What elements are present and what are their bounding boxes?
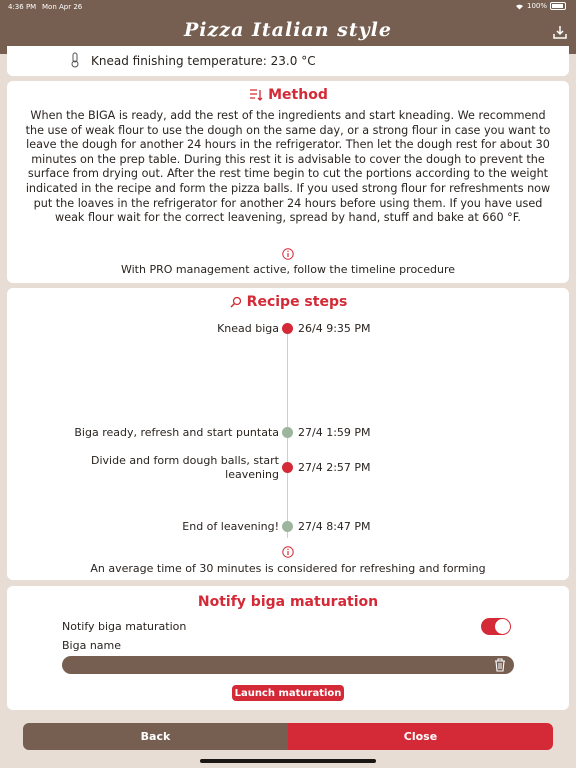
knead-temperature: Knead finishing temperature: 23.0 °C: [91, 54, 316, 68]
launch-maturation-button[interactable]: Launch maturation: [232, 685, 344, 701]
page-title: Pizza Italian style: [184, 19, 392, 41]
temperature-card: [7, 46, 569, 76]
status-date: Mon Apr 26: [42, 3, 83, 11]
battery-percent: 100%: [526, 2, 547, 10]
method-title: Method: [268, 87, 328, 103]
biga-name-label: Biga name: [62, 639, 122, 652]
thermometer-icon: [69, 52, 81, 68]
info-icon[interactable]: [282, 248, 294, 260]
step-label: Biga ready, refresh and start puntata: [74, 426, 279, 439]
notify-card: [7, 586, 569, 710]
method-card: [7, 81, 569, 283]
method-text: When the BIGA is ready, add the rest of the ingredients and start kneading. We recommend the use of weak flour to use the dough on the same day, or a strong flour in case you want to leave the dough for another 24 hours in the refrigerator. Then let the dough rest for about 30 minutes on the prep table. During this rest it is advisable to cover the dough to prevent the surface from drying out. After the rest time begin to cut the portions according to the weight indicated in the recipe and form the pizza balls. If you used strong flour for refreshments now put the loaves in the refrigerator for another 24 hours before using them. If you have used weak flour wait for the correct leavening, spread by hand, stuff and bake at 660 °F.: [25, 109, 551, 225]
notify-toggle[interactable]: [481, 618, 511, 635]
battery-icon: [550, 2, 566, 10]
home-indicator: [200, 759, 376, 763]
toggle-knob: [495, 619, 510, 634]
steps-title: Recipe steps: [246, 294, 348, 310]
step-time: 27/4 1:59 PM: [298, 426, 371, 439]
step-dot: [282, 521, 293, 532]
step-label: Knead biga: [217, 322, 279, 335]
back-button[interactable]: Back: [23, 723, 288, 750]
step-time: 27/4 8:47 PM: [298, 520, 371, 533]
step-time: 27/4 2:57 PM: [298, 461, 371, 474]
step-dot: [282, 462, 293, 473]
close-button[interactable]: Close: [288, 723, 553, 750]
trash-icon[interactable]: [493, 657, 507, 673]
status-bar: [0, 0, 576, 14]
recipe-steps-card: [7, 288, 569, 580]
step-label: Divide and form dough balls, start leavening: [91, 454, 279, 481]
step-dot: [282, 427, 293, 438]
status-right: [515, 2, 566, 10]
step-dot: [282, 323, 293, 334]
list-sort-icon: [248, 87, 264, 103]
method-note: With PRO management active, follow the timeline procedure: [120, 263, 455, 276]
notify-title: Notify biga maturation: [197, 594, 379, 610]
status-time: 4:36 PM: [8, 3, 37, 11]
steps-note: An average time of 30 minutes is considered for refreshing and forming: [90, 562, 486, 575]
info-icon[interactable]: [282, 546, 294, 558]
method-header: [7, 87, 569, 103]
steps-header: [7, 294, 569, 310]
download-icon[interactable]: [552, 24, 568, 40]
step-time: 26/4 9:35 PM: [298, 322, 371, 335]
step-label: End of leavening!: [182, 520, 279, 533]
notify-toggle-label: Notify biga maturation: [62, 620, 187, 633]
search-icon: [229, 295, 243, 309]
biga-name-input[interactable]: [62, 656, 514, 674]
wifi-icon: [515, 3, 524, 10]
bottom-bar: [23, 723, 553, 750]
